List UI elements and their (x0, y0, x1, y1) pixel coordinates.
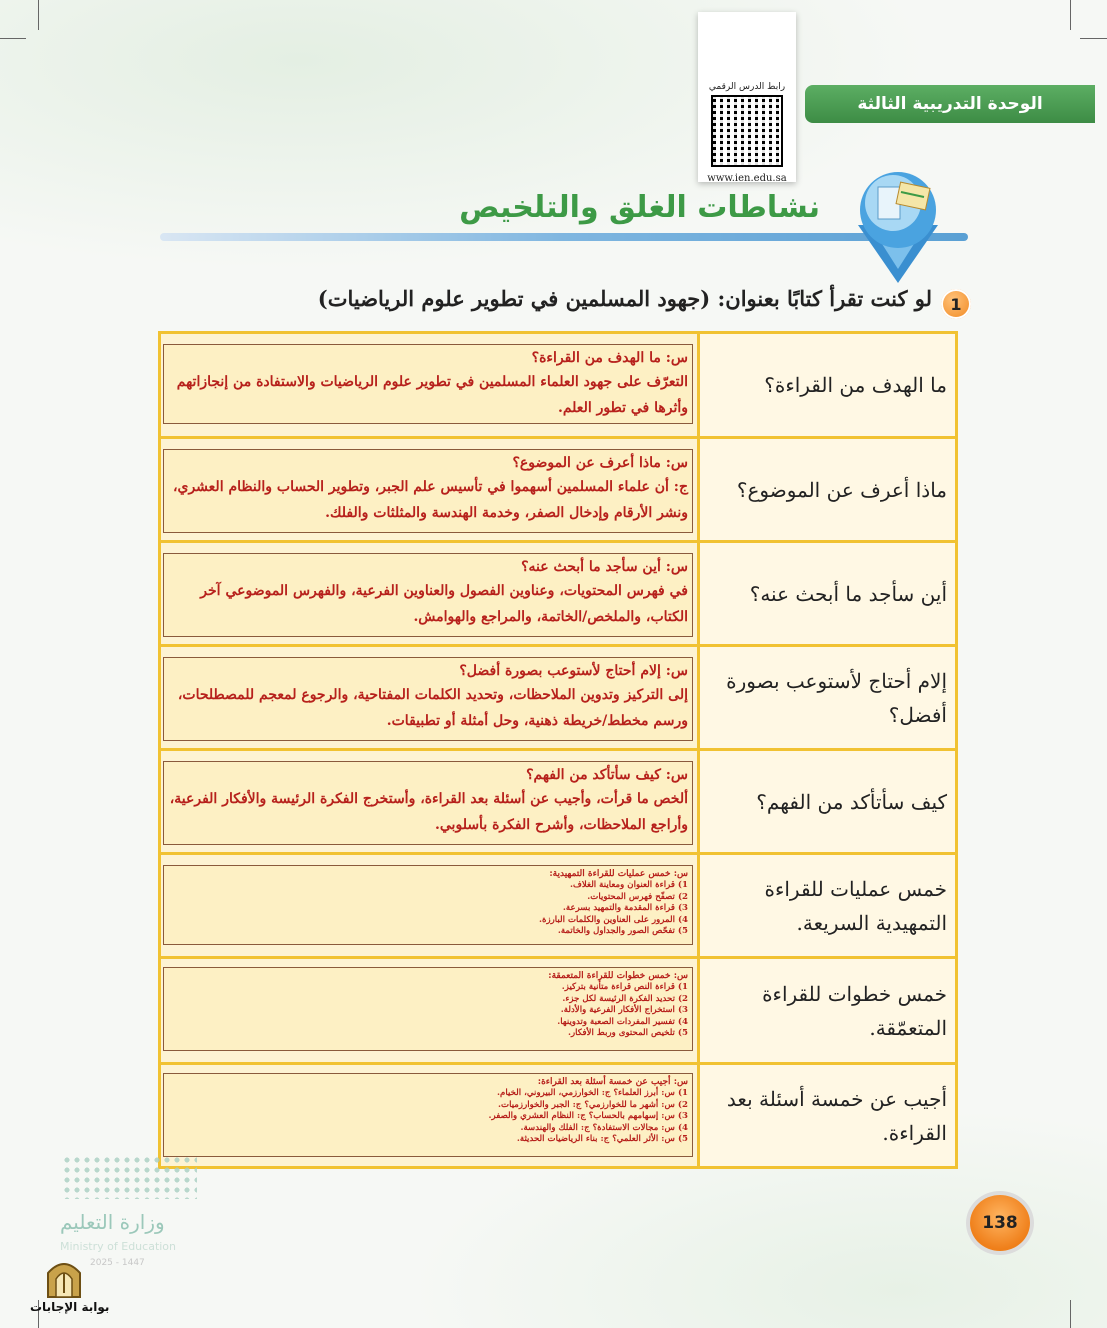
table-row (161, 439, 955, 543)
answer-text: ألخص ما قرأت، وأجيب عن أسئلة بعد القراءة، وأستخرج الفكرة الرئيسة والأفكار الفرعية، وأراجع الملاحظات، وأشرح الفكرة بأسلوبي. (169, 791, 688, 833)
answer-item: 3) قراءة المقدمة والتمهيد بسرعة. (562, 903, 688, 913)
row-prompt: أين سأجد ما أبحث عنه؟ (697, 543, 955, 644)
answer-box[interactable] (163, 967, 693, 1051)
table-row (161, 959, 955, 1065)
ministry-name-ar: وزارة التعليم (60, 1210, 165, 1234)
answer-box[interactable] (163, 657, 693, 741)
answer-item: 4) المرور على العناوين والكلمات البارزة. (538, 914, 688, 925)
answer-item: 2) تصفّح فهرس المحتويات. (587, 891, 688, 902)
crop-mark (1070, 1300, 1071, 1328)
answer-box[interactable] (163, 553, 693, 637)
row-prompt: إلام أحتاج لأستوعب بصورة أفضل؟ (697, 647, 955, 748)
answer-item: 1) قراءة العنوان ومعاينة الغلاف. (570, 880, 688, 890)
qr-card[interactable] (698, 12, 796, 182)
answer-question: س: ماذا أعرف عن الموضوع؟ (512, 455, 688, 471)
table-row (161, 543, 955, 647)
table-row (161, 751, 955, 855)
row-prompt: خمس عمليات للقراءة التمهيدية السريعة. (697, 855, 955, 956)
table-row (161, 1065, 955, 1166)
answer-item: 4) تفسير المفردات الصعبة وتدوينها. (557, 1016, 688, 1027)
crop-mark (0, 38, 26, 39)
answer-text: إلى التركيز وتدوين الملاحظات، وتحديد الكلمات المفتاحية، والرجوع لمعجم للمصطلحات، ورسم مخطط/خريطة ذهنية، وحل أمثلة أو تطبيقات. (177, 687, 688, 729)
ministry-name-en: Ministry of Education (60, 1240, 177, 1253)
answer-item: 3) استخراج الأفكار الفرعية والأدلة. (560, 1005, 688, 1015)
globe-book-icon (838, 165, 958, 285)
crop-mark (1070, 0, 1071, 30)
answer-item: 1) قراءة النص قراءة متأنية بتركيز. (561, 982, 688, 992)
answer-box[interactable] (163, 865, 693, 945)
ministry-year: 2025 - 1447 (90, 1258, 145, 1268)
answer-question: س: إلام أحتاج لأستوعب بصورة أفضل؟ (459, 663, 688, 679)
answer-item: 1) س: أبرز العلماء؟ ج: الخوارزمي، البيروني، الخيام. (497, 1088, 688, 1098)
page-number-badge: 138 (970, 1195, 1030, 1251)
answer-text: التعرّف على جهود العلماء المسلمين في تطوير علوم الرياضيات والاستفادة من إنجازاتهم وأثرها في تطور العلم. (176, 374, 688, 416)
answer-item: 5) س: الأثر العلمي؟ ج: بناء الرياضيات الحديثة. (516, 1134, 688, 1144)
answer-text: ج: أن علماء المسلمين أسهموا في تأسيس علم الجبر، وتطوير الحساب والنظام العشري، ونشر الأرقام وإدخال الصفر، وخدمة الهندسة والمثلثات والفلك. (172, 479, 688, 521)
answer-item: 4) س: مجالات الاستفادة؟ ج: الفلك والهندسة. (520, 1122, 688, 1133)
row-prompt: أجيب عن خمسة أسئلة بعد القراءة. (697, 1065, 955, 1166)
crop-mark (38, 0, 39, 30)
ministry-logo-dots-icon (62, 1155, 197, 1199)
qr-caption: رابط الدرس الرقمي (708, 82, 786, 92)
unit-badge: الوحدة التدريبية الثالثة (805, 85, 1095, 123)
row-prompt: خمس خطوات للقراءة المتعمّقة. (697, 959, 955, 1062)
row-prompt: ماذا أعرف عن الموضوع؟ (697, 439, 955, 540)
section-title: نشاطات الغلق والتلخيص (459, 190, 820, 225)
portal-label[interactable]: بوابة الإجابات (30, 1300, 110, 1314)
crop-mark (1080, 38, 1107, 39)
answer-question: س: خمس خطوات للقراءة المتعمقة: (548, 971, 688, 981)
answer-box[interactable] (163, 761, 693, 845)
table-row (161, 647, 955, 751)
answer-box[interactable] (163, 1073, 693, 1157)
answer-question: س: كيف سأتأكد من الفهم؟ (526, 767, 688, 783)
answer-question: س: أجيب عن خمسة أسئلة بعد القراءة: (537, 1077, 688, 1087)
answer-question: س: ما الهدف من القراءة؟ (531, 350, 688, 366)
question-number-badge: 1 (941, 289, 971, 319)
answer-item: 5) تلخيص المحتوى وربط الأفكار. (568, 1028, 688, 1038)
row-prompt: ما الهدف من القراءة؟ (697, 334, 955, 436)
answer-box[interactable] (163, 449, 693, 533)
table-row (161, 334, 955, 439)
qr-code-icon[interactable] (711, 95, 783, 167)
answer-item: 3) س: إسهامهم بالحساب؟ ج: النظام العشري والصفر. (488, 1111, 688, 1121)
answer-item: 5) تفحّص الصور والجداول والخاتمة. (557, 926, 688, 936)
portal-logo-icon[interactable] (42, 1255, 86, 1299)
answer-question: س: أين سأجد ما أبحث عنه؟ (521, 559, 688, 575)
answer-question: س: خمس عمليات للقراءة التمهيدية: (549, 869, 688, 879)
row-prompt: كيف سأتأكد من الفهم؟ (697, 751, 955, 852)
activity-table (158, 331, 958, 1169)
answer-text: في فهرس المحتويات، وعناوين الفصول والعناوين الفرعية، والفهرس الموضوعي آخر الكتاب، والملخص/الخاتمة، والمراجع والهوامش. (200, 583, 688, 625)
answer-box[interactable] (163, 344, 693, 424)
answer-item: 2) تحديد الفكرة الرئيسة لكل جزء. (562, 993, 688, 1004)
table-row (161, 855, 955, 959)
qr-url[interactable]: www.ien.edu.sa (707, 173, 787, 184)
answer-item: 2) س: أشهر ما للخوارزمي؟ ج: الجبر والخوارزميات. (498, 1099, 688, 1110)
question-text: لو كنت تقرأ كتابًا بعنوان: (جهود المسلمين في تطوير علوم الرياضيات) (317, 286, 932, 311)
